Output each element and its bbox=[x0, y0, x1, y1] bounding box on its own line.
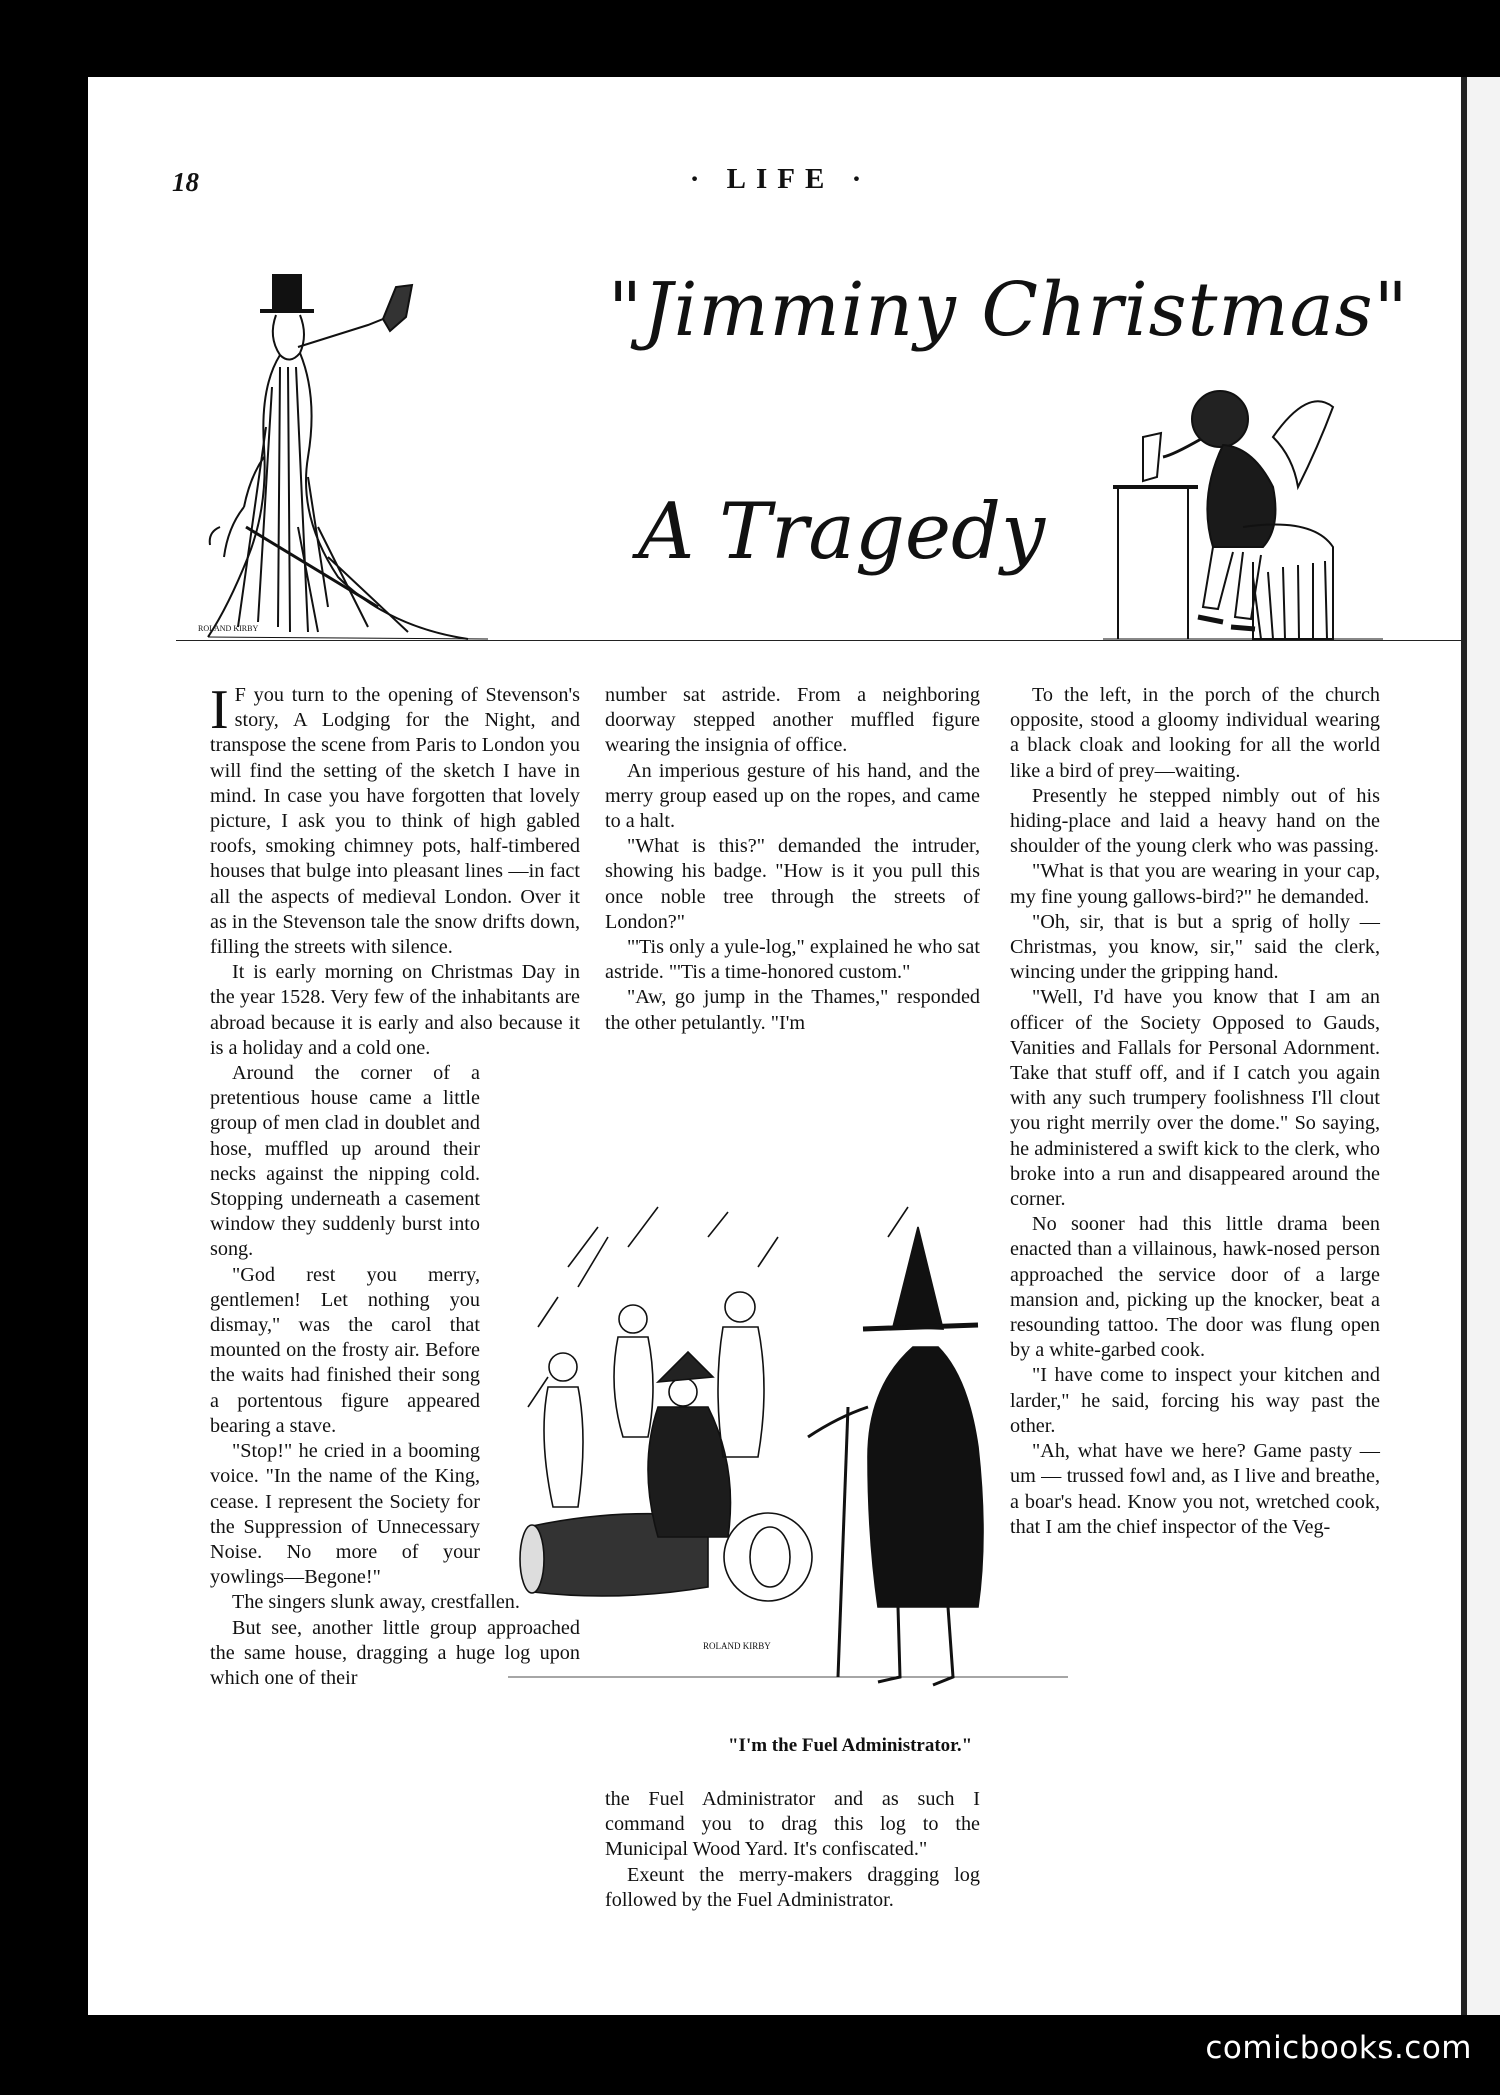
column-2-top bbox=[605, 683, 980, 1036]
gutter-shadow bbox=[1461, 77, 1467, 2015]
masthead: · LIFE · bbox=[689, 163, 872, 195]
paragraph: Presently he stepped nimbly out of his hiding-place and laid a heavy hand on the shoulder of the young clerk who was passing. bbox=[1010, 784, 1380, 858]
header-rule bbox=[176, 640, 1473, 641]
paragraph: the Fuel Administrator and as such I command you to drag this log to the Municipal Wood Yard. It's confiscated." bbox=[605, 1788, 980, 1861]
page-number: 18 bbox=[172, 167, 199, 197]
paragraph: "God rest you merry, gentlemen! Let nothing you dismay," was the carol that mounted on the frosty air. Before the waits had finished their song a portentous figure appeared bearing a stave. bbox=[210, 1263, 480, 1437]
paragraph: To the left, in the porch of the church opposite, stood a gloomy individual wearing a black cloak and looking for all the world like a bird of prey—waiting. bbox=[1010, 684, 1380, 782]
paragraph: No sooner had this little drama been enacted than a villainous, hawk-nosed person approached the service door of a large mansion and, picking up the knocker, beat a resounding tattoo. The door was flung open by a white-garbed cook. bbox=[1010, 1213, 1380, 1362]
paragraph: "Stop!" he cried in a booming voice. "In the name of the King, cease. I represent the Society for the Suppression of Unnecessary Noise. No more of your yowlings—Begone!" bbox=[210, 1440, 480, 1589]
paragraph: Exeunt the merry-makers dragging log followed by the Fuel Administrator. bbox=[605, 1863, 980, 1911]
column-3 bbox=[1010, 683, 1380, 1540]
paragraph: "Oh, sir, that is but a sprig of holly — Christmas, you know, sir," said the clerk, wincing under the gripping hand. bbox=[1010, 910, 1380, 984]
paragraph: "Well, I'd have you know that I am an officer of the Society Opposed to Gauds, Vanities and Fallals for Personal Adornment. Take that stuff off, and if I catch you again with any such trumpery foolishness I'll clout you right merrily over the dome." So saying, he administered a swift kick to the clerk, who broke into a run and disappeared around the corner. bbox=[1010, 986, 1380, 1211]
paragraph: But see, another little group approached the same house, dragging a huge log upon which one of their bbox=[210, 1616, 580, 1689]
paragraph: "Ah, what have we here? Game pasty — um — trussed fowl and, as I live and breathe, a boar's head. Know you not, wretched cook, that I am the chief inspector of the Veg- bbox=[1010, 1440, 1380, 1538]
paragraph: "Aw, go jump in the Thames," responded the other petulantly. "I'm bbox=[605, 986, 980, 1034]
article-title: "Jimminy Christmas" bbox=[608, 267, 1409, 353]
magazine-page bbox=[88, 77, 1473, 2015]
paragraph: "What is this?" demanded the intruder, showing his badge. "How is it you pull this once noble tree through the streets of London?" bbox=[605, 835, 980, 933]
left-illustration bbox=[168, 227, 528, 642]
column-2-bottom bbox=[605, 1787, 980, 1913]
right-illustration bbox=[1103, 377, 1403, 642]
illustration-caption: "I'm the Fuel Administrator." bbox=[728, 1735, 973, 1756]
paragraph: The singers slunk away, crestfallen. bbox=[232, 1591, 520, 1614]
inline-signature: ROLAND KIRBY bbox=[703, 1641, 771, 1651]
paragraph: number sat astride. From a neighboring doorway stepped another muffled figure wearing the insignia of office. bbox=[605, 684, 980, 757]
watermark: comicbooks.com bbox=[1205, 2030, 1472, 2066]
left-signature: ROLAND KIRBY bbox=[198, 624, 259, 633]
paragraph: An imperious gesture of his hand, and the merry group eased up on the ropes, and came to a halt. bbox=[605, 759, 980, 833]
paragraph: It is early morning on Christmas Day in the year 1528. Very few of the inhabitants are abroad because it is early and also because it is a holiday and a cold one. bbox=[210, 961, 580, 1059]
paragraph: "I have come to inspect your kitchen and larder," he said, forcing his way past the other. bbox=[1010, 1364, 1380, 1437]
article-subtitle: A Tragedy bbox=[638, 487, 1046, 577]
paragraph: I F you turn to the opening of Stevenson's story, A Lodging for the Night, and transpose the scene from Paris to London you will find the setting of the sketch I have in mind. In case you have forgotten that lovely picture, I ask you to think of high gabled roofs, smoking chimney pots, half-timbered houses that bulge into pleasant lines —in fact all the aspects of medieval London. Over it as in the Stevenson tale the snow drifts down, filling the streets with silence. bbox=[210, 679, 580, 959]
paragraph: "'Tis only a yule-log," explained he who sat astride. "'Tis a time-honored custom." bbox=[605, 936, 980, 984]
drop-cap: I bbox=[210, 679, 229, 741]
paragraph: "What is that you are wearing in your cap, my fine young gallows-bird?" he demanded. bbox=[1010, 860, 1380, 908]
paragraph: Around the corner of a pretentious house came a little group of men clad in doublet and hose, muffled up around their necks against the nipping cold. Stopping underneath a casement window they suddenly burst into song. bbox=[210, 1062, 480, 1261]
